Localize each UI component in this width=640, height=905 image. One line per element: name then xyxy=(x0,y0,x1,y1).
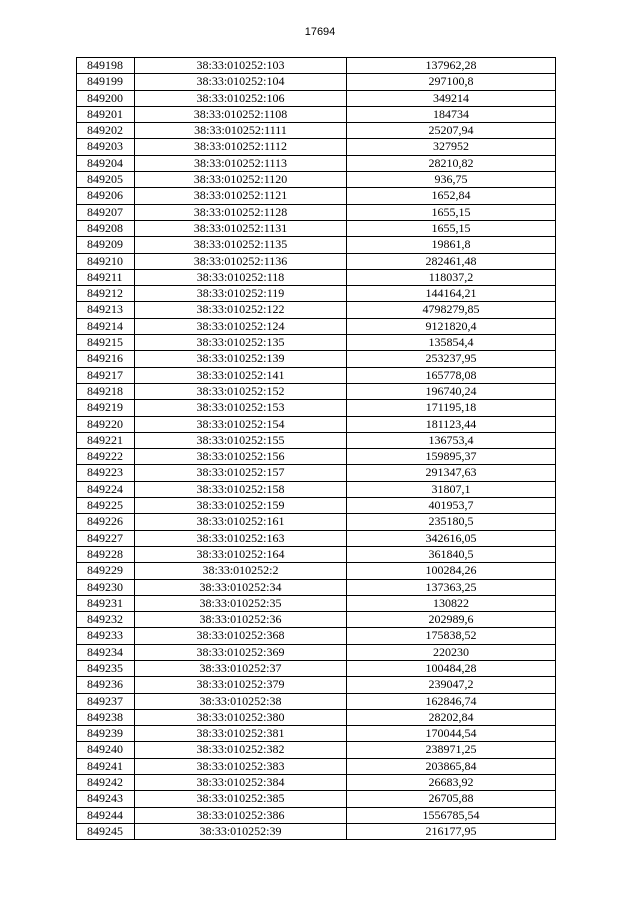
cadastral-number-cell: 38:33:010252:35 xyxy=(135,595,347,611)
table-row xyxy=(77,269,556,285)
table-row xyxy=(77,595,556,611)
table-row xyxy=(77,530,556,546)
cadastral-value-cell: 28202,84 xyxy=(347,709,556,725)
cadastral-value-cell: 4798279,85 xyxy=(347,302,556,318)
cadastral-number-cell: 38:33:010252:155 xyxy=(135,432,347,448)
cadastral-number-cell: 38:33:010252:1131 xyxy=(135,220,347,236)
table-row xyxy=(77,400,556,416)
row-number-cell: 849213 xyxy=(77,302,135,318)
row-number-cell: 849212 xyxy=(77,286,135,302)
cadastral-number-cell: 38:33:010252:153 xyxy=(135,400,347,416)
table-row xyxy=(77,775,556,791)
cadastral-number-cell: 38:33:010252:122 xyxy=(135,302,347,318)
cadastral-value-cell: 181123,44 xyxy=(347,416,556,432)
table-row xyxy=(77,155,556,171)
row-number-cell: 849245 xyxy=(77,823,135,839)
row-number-cell: 849210 xyxy=(77,253,135,269)
row-number-cell: 849214 xyxy=(77,318,135,334)
cadastral-value-cell: 297100,8 xyxy=(347,74,556,90)
cadastral-number-cell: 38:33:010252:381 xyxy=(135,726,347,742)
table-row xyxy=(77,628,556,644)
row-number-cell: 849215 xyxy=(77,335,135,351)
cadastral-number-cell: 38:33:010252:106 xyxy=(135,90,347,106)
cadastral-number-cell: 38:33:010252:157 xyxy=(135,465,347,481)
cadastral-value-cell: 349214 xyxy=(347,90,556,106)
cadastral-number-cell: 38:33:010252:2 xyxy=(135,563,347,579)
row-number-cell: 849206 xyxy=(77,188,135,204)
cadastral-value-cell: 327952 xyxy=(347,139,556,155)
cadastral-value-cell: 137962,28 xyxy=(347,58,556,74)
table-row xyxy=(77,579,556,595)
cadastral-value-cell: 9121820,4 xyxy=(347,318,556,334)
table-row xyxy=(77,432,556,448)
table-row xyxy=(77,335,556,351)
table-row xyxy=(77,204,556,220)
row-number-cell: 849240 xyxy=(77,742,135,758)
cadastral-number-cell: 38:33:010252:34 xyxy=(135,579,347,595)
table-row xyxy=(77,563,556,579)
cadastral-value-cell: 936,75 xyxy=(347,172,556,188)
cadastral-value-cell: 1556785,54 xyxy=(347,807,556,823)
table-row xyxy=(77,644,556,660)
table-row xyxy=(77,123,556,139)
cadastral-value-cell: 28210,82 xyxy=(347,155,556,171)
row-number-cell: 849242 xyxy=(77,775,135,791)
row-number-cell: 849228 xyxy=(77,546,135,562)
cadastral-number-cell: 38:33:010252:380 xyxy=(135,709,347,725)
cadastral-value-cell: 100484,28 xyxy=(347,660,556,676)
row-number-cell: 849217 xyxy=(77,367,135,383)
row-number-cell: 849219 xyxy=(77,400,135,416)
cadastral-value-cell: 202989,6 xyxy=(347,612,556,628)
table-row xyxy=(77,286,556,302)
cadastral-value-cell: 165778,08 xyxy=(347,367,556,383)
row-number-cell: 849233 xyxy=(77,628,135,644)
row-number-cell: 849205 xyxy=(77,172,135,188)
row-number-cell: 849227 xyxy=(77,530,135,546)
cadastral-number-cell: 38:33:010252:1111 xyxy=(135,123,347,139)
cadastral-value-cell: 118037,2 xyxy=(347,269,556,285)
table-row xyxy=(77,220,556,236)
row-number-cell: 849241 xyxy=(77,758,135,774)
row-number-cell: 849230 xyxy=(77,579,135,595)
cadastral-number-cell: 38:33:010252:141 xyxy=(135,367,347,383)
table-row xyxy=(77,742,556,758)
cadastral-number-cell: 38:33:010252:1120 xyxy=(135,172,347,188)
cadastral-number-cell: 38:33:010252:379 xyxy=(135,677,347,693)
cadastral-number-cell: 38:33:010252:103 xyxy=(135,58,347,74)
cadastral-value-cell: 175838,52 xyxy=(347,628,556,644)
cadastral-number-cell: 38:33:010252:386 xyxy=(135,807,347,823)
table-row xyxy=(77,90,556,106)
row-number-cell: 849223 xyxy=(77,465,135,481)
cadastral-number-cell: 38:33:010252:385 xyxy=(135,791,347,807)
cadastral-number-cell: 38:33:010252:163 xyxy=(135,530,347,546)
table-row xyxy=(77,791,556,807)
table-row xyxy=(77,677,556,693)
table-row xyxy=(77,351,556,367)
row-number-cell: 849239 xyxy=(77,726,135,742)
row-number-cell: 849203 xyxy=(77,139,135,155)
cadastral-number-cell: 38:33:010252:154 xyxy=(135,416,347,432)
cadastral-number-cell: 38:33:010252:1113 xyxy=(135,155,347,171)
row-number-cell: 849237 xyxy=(77,693,135,709)
cadastral-number-cell: 38:33:010252:119 xyxy=(135,286,347,302)
table-row xyxy=(77,367,556,383)
cadastral-value-cell: 184734 xyxy=(347,106,556,122)
cadastral-value-cell: 26705,88 xyxy=(347,791,556,807)
table-row xyxy=(77,758,556,774)
table-row xyxy=(77,58,556,74)
cadastral-number-cell: 38:33:010252:37 xyxy=(135,660,347,676)
table-row xyxy=(77,106,556,122)
cadastral-number-cell: 38:33:010252:39 xyxy=(135,823,347,839)
table-row xyxy=(77,74,556,90)
cadastral-value-cell: 1655,15 xyxy=(347,220,556,236)
row-number-cell: 849229 xyxy=(77,563,135,579)
table-row xyxy=(77,693,556,709)
row-number-cell: 849218 xyxy=(77,383,135,399)
cadastral-number-cell: 38:33:010252:118 xyxy=(135,269,347,285)
table-row xyxy=(77,302,556,318)
cadastral-number-cell: 38:33:010252:383 xyxy=(135,758,347,774)
cadastral-value-cell: 136753,4 xyxy=(347,432,556,448)
row-number-cell: 849232 xyxy=(77,612,135,628)
cadastral-value-cell: 159895,37 xyxy=(347,449,556,465)
cadastral-value-cell: 144164,21 xyxy=(347,286,556,302)
table-row xyxy=(77,514,556,530)
cadastral-value-cell: 135854,4 xyxy=(347,335,556,351)
cadastral-value-table xyxy=(76,57,556,840)
row-number-cell: 849216 xyxy=(77,351,135,367)
cadastral-number-cell: 38:33:010252:368 xyxy=(135,628,347,644)
row-number-cell: 849201 xyxy=(77,106,135,122)
cadastral-number-cell: 38:33:010252:384 xyxy=(135,775,347,791)
row-number-cell: 849198 xyxy=(77,58,135,74)
table-row xyxy=(77,318,556,334)
cadastral-value-cell: 401953,7 xyxy=(347,498,556,514)
cadastral-number-cell: 38:33:010252:161 xyxy=(135,514,347,530)
cadastral-value-cell: 170044,54 xyxy=(347,726,556,742)
cadastral-number-cell: 38:33:010252:152 xyxy=(135,383,347,399)
row-number-cell: 849238 xyxy=(77,709,135,725)
cadastral-number-cell: 38:33:010252:1135 xyxy=(135,237,347,253)
cadastral-value-cell: 220230 xyxy=(347,644,556,660)
row-number-cell: 849226 xyxy=(77,514,135,530)
cadastral-number-cell: 38:33:010252:159 xyxy=(135,498,347,514)
cadastral-value-cell: 361840,5 xyxy=(347,546,556,562)
cadastral-value-cell: 26683,92 xyxy=(347,775,556,791)
cadastral-number-cell: 38:33:010252:1128 xyxy=(135,204,347,220)
cadastral-value-cell: 203865,84 xyxy=(347,758,556,774)
row-number-cell: 849208 xyxy=(77,220,135,236)
cadastral-number-cell: 38:33:010252:382 xyxy=(135,742,347,758)
cadastral-value-cell: 137363,25 xyxy=(347,579,556,595)
cadastral-value-cell: 31807,1 xyxy=(347,481,556,497)
table-row xyxy=(77,481,556,497)
table-body xyxy=(77,58,556,840)
cadastral-value-cell: 1652,84 xyxy=(347,188,556,204)
row-number-cell: 849235 xyxy=(77,660,135,676)
cadastral-value-cell: 171195,18 xyxy=(347,400,556,416)
cadastral-number-cell: 38:33:010252:135 xyxy=(135,335,347,351)
row-number-cell: 849236 xyxy=(77,677,135,693)
cadastral-value-cell: 239047,2 xyxy=(347,677,556,693)
table-row xyxy=(77,726,556,742)
cadastral-number-cell: 38:33:010252:139 xyxy=(135,351,347,367)
cadastral-value-cell: 238971,25 xyxy=(347,742,556,758)
cadastral-value-cell: 1655,15 xyxy=(347,204,556,220)
cadastral-value-cell: 282461,48 xyxy=(347,253,556,269)
row-number-cell: 849244 xyxy=(77,807,135,823)
table-row xyxy=(77,449,556,465)
row-number-cell: 849200 xyxy=(77,90,135,106)
row-number-cell: 849231 xyxy=(77,595,135,611)
cadastral-value-cell: 162846,74 xyxy=(347,693,556,709)
cadastral-value-cell: 196740,24 xyxy=(347,383,556,399)
row-number-cell: 849243 xyxy=(77,791,135,807)
row-number-cell: 849224 xyxy=(77,481,135,497)
cadastral-number-cell: 38:33:010252:1121 xyxy=(135,188,347,204)
cadastral-value-cell: 253237,95 xyxy=(347,351,556,367)
cadastral-value-cell: 25207,94 xyxy=(347,123,556,139)
table-row xyxy=(77,237,556,253)
cadastral-number-cell: 38:33:010252:1108 xyxy=(135,106,347,122)
page-number: 17694 xyxy=(304,26,336,38)
row-number-cell: 849204 xyxy=(77,155,135,171)
row-number-cell: 849199 xyxy=(77,74,135,90)
row-number-cell: 849202 xyxy=(77,123,135,139)
table-row xyxy=(77,807,556,823)
cadastral-value-cell: 235180,5 xyxy=(347,514,556,530)
row-number-cell: 849225 xyxy=(77,498,135,514)
cadastral-number-cell: 38:33:010252:1112 xyxy=(135,139,347,155)
cadastral-number-cell: 38:33:010252:36 xyxy=(135,612,347,628)
cadastral-value-cell: 19861,8 xyxy=(347,237,556,253)
table-row xyxy=(77,416,556,432)
row-number-cell: 849211 xyxy=(77,269,135,285)
cadastral-number-cell: 38:33:010252:158 xyxy=(135,481,347,497)
table-row xyxy=(77,253,556,269)
row-number-cell: 849222 xyxy=(77,449,135,465)
table-row xyxy=(77,172,556,188)
row-number-cell: 849221 xyxy=(77,432,135,448)
table-row xyxy=(77,612,556,628)
cadastral-number-cell: 38:33:010252:369 xyxy=(135,644,347,660)
cadastral-value-cell: 130822 xyxy=(347,595,556,611)
cadastral-value-cell: 216177,95 xyxy=(347,823,556,839)
cadastral-number-cell: 38:33:010252:1136 xyxy=(135,253,347,269)
row-number-cell: 849234 xyxy=(77,644,135,660)
table-row xyxy=(77,546,556,562)
table-row xyxy=(77,498,556,514)
table-row xyxy=(77,188,556,204)
cadastral-number-cell: 38:33:010252:124 xyxy=(135,318,347,334)
cadastral-value-cell: 291347,63 xyxy=(347,465,556,481)
row-number-cell: 849209 xyxy=(77,237,135,253)
table-row xyxy=(77,139,556,155)
table-row xyxy=(77,709,556,725)
table-row xyxy=(77,383,556,399)
row-number-cell: 849220 xyxy=(77,416,135,432)
cadastral-number-cell: 38:33:010252:156 xyxy=(135,449,347,465)
cadastral-value-cell: 342616,05 xyxy=(347,530,556,546)
table-row xyxy=(77,465,556,481)
cadastral-number-cell: 38:33:010252:38 xyxy=(135,693,347,709)
cadastral-value-cell: 100284,26 xyxy=(347,563,556,579)
cadastral-number-cell: 38:33:010252:104 xyxy=(135,74,347,90)
row-number-cell: 849207 xyxy=(77,204,135,220)
table-row xyxy=(77,823,556,839)
cadastral-number-cell: 38:33:010252:164 xyxy=(135,546,347,562)
table-row xyxy=(77,660,556,676)
